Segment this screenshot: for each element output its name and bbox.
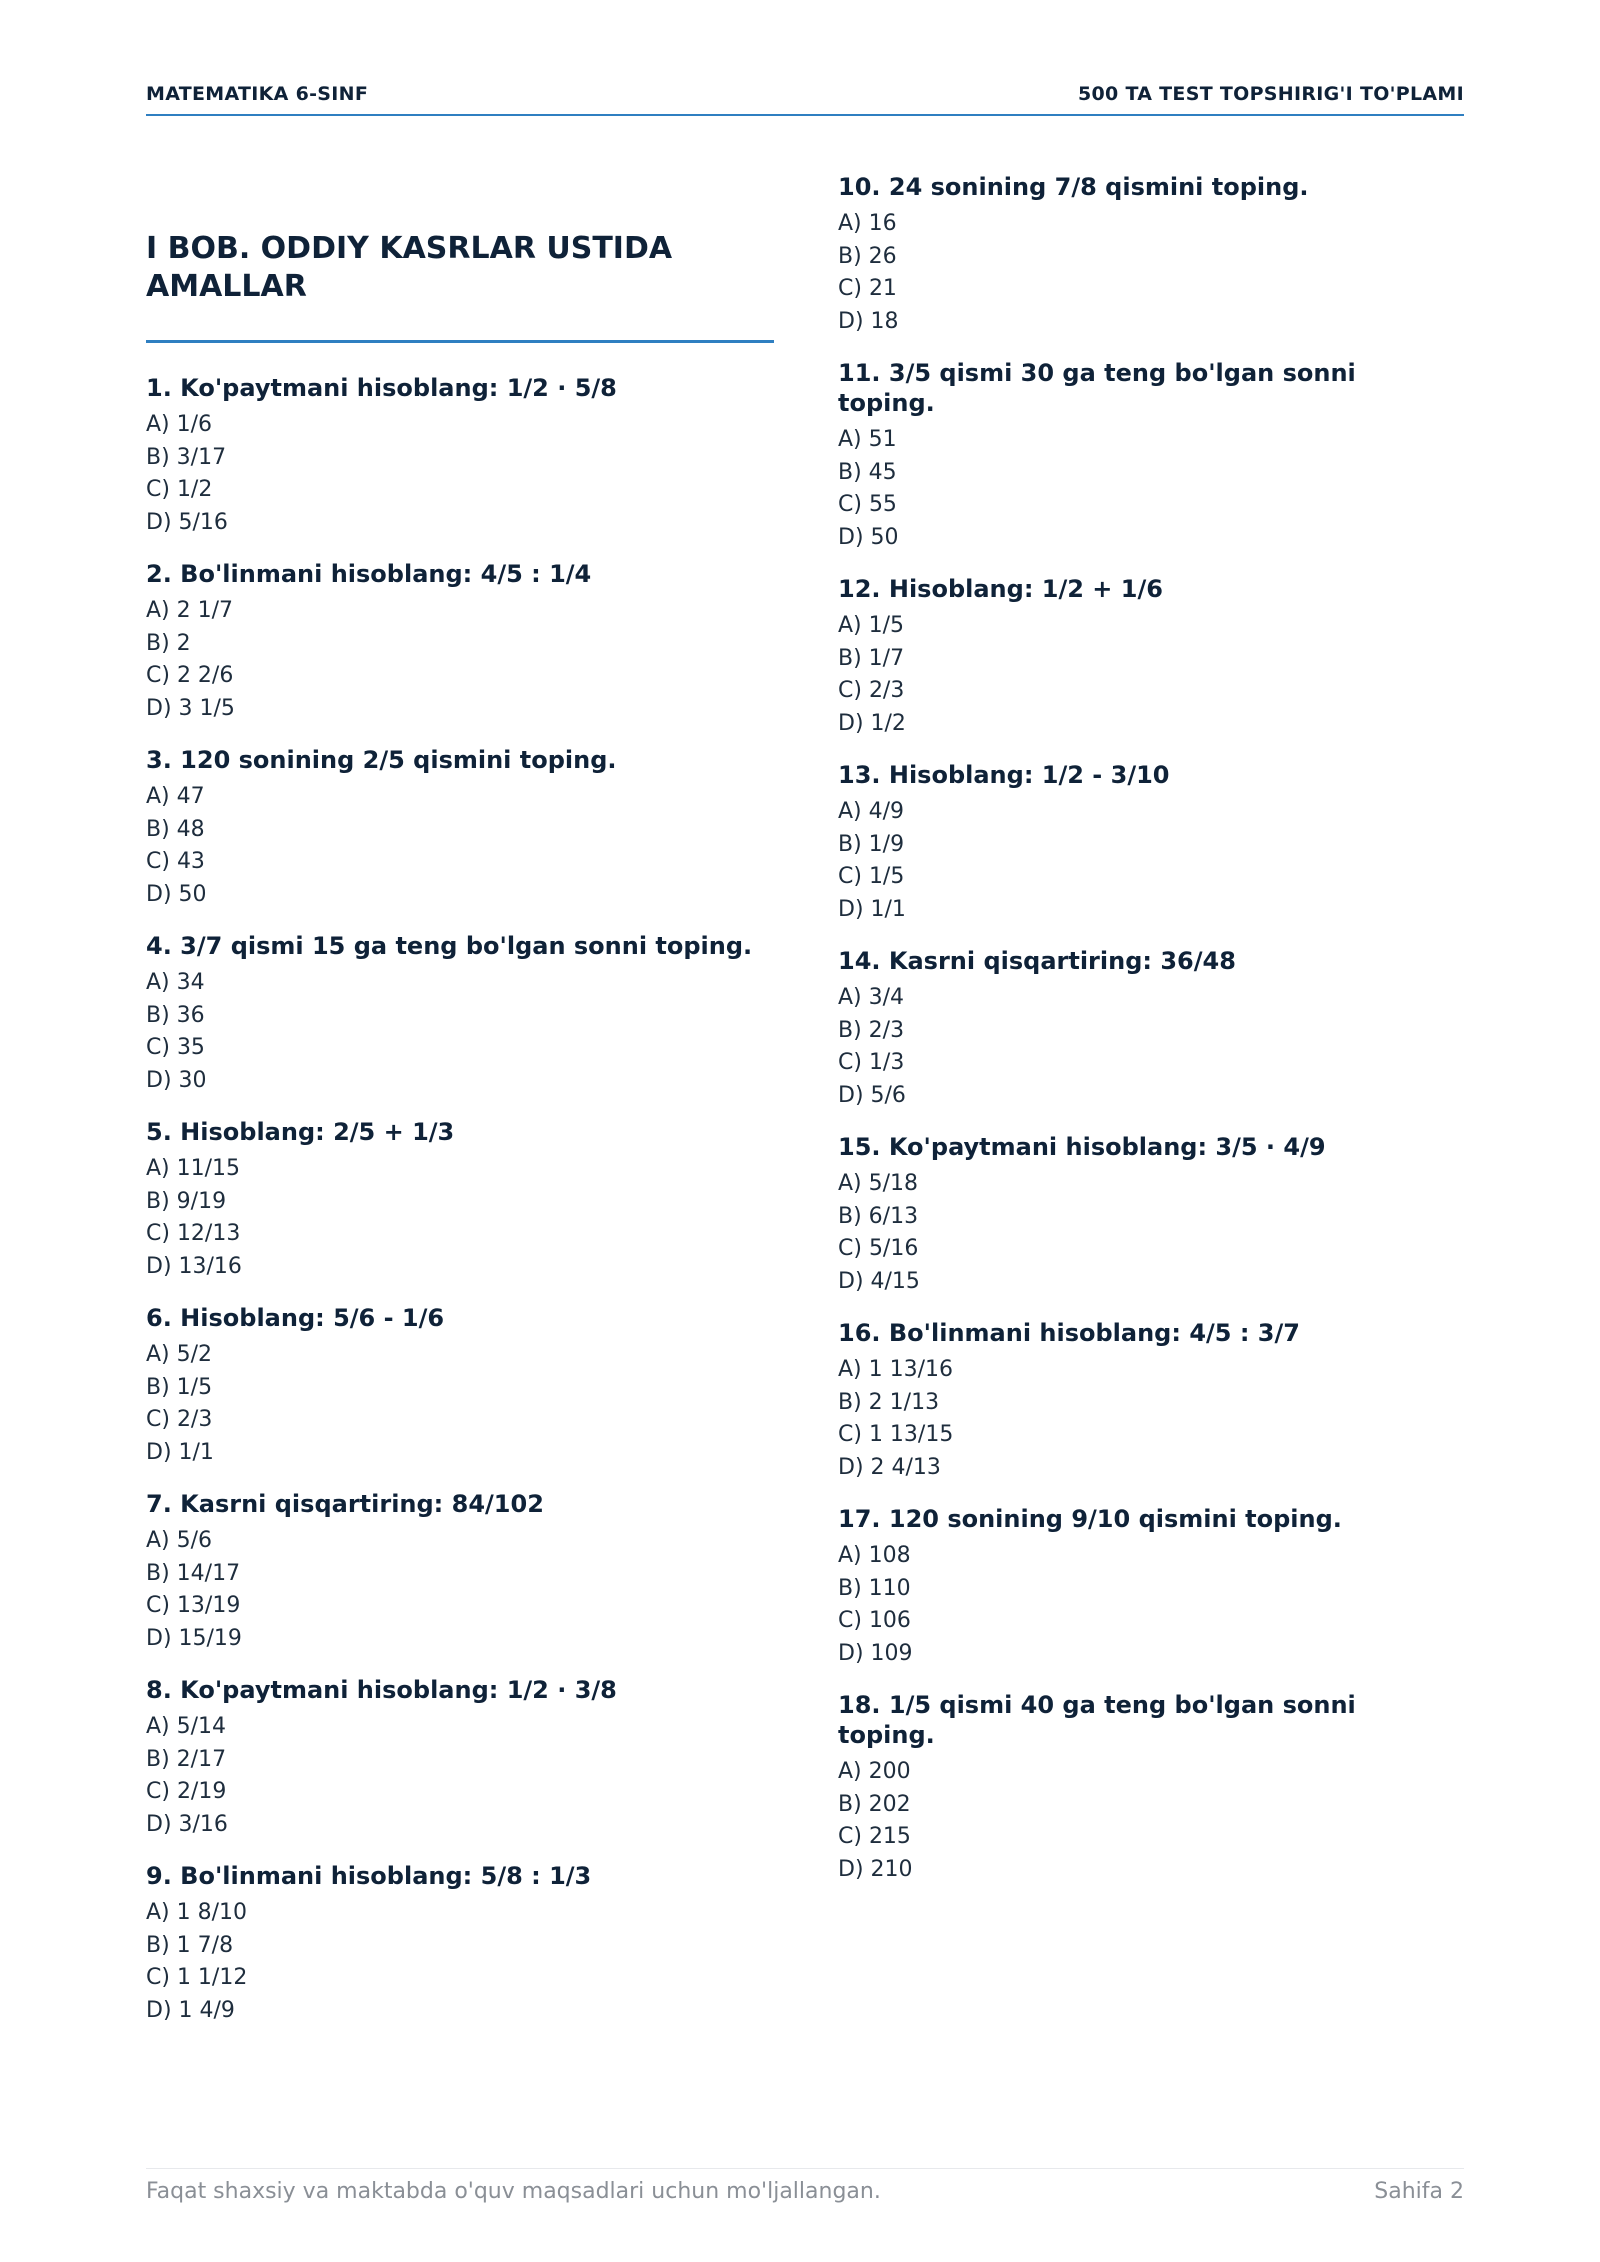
option-c: C) 13/19 (146, 1593, 241, 1618)
left-column (146, 230, 774, 2047)
question-title: 14. Kasrni qisqartiring: 36/48 (838, 947, 1236, 975)
question-title: 10. 24 sonining 7/8 qismini toping. (838, 173, 1309, 201)
option-b: B) 1/5 (146, 1374, 213, 1400)
option-d: D) 50 (146, 881, 207, 907)
option-a: A) 1/5 (838, 613, 905, 638)
option-c: C) 5/16 (838, 1236, 919, 1261)
option-b: B) 2 (146, 630, 191, 656)
option-a: A) 1/6 (146, 412, 213, 437)
footer-disclaimer: Faqat shaxsiy va maktabda o'quv maqsadlari uchun mo'ljallangan. (146, 2179, 881, 2204)
header-collection-title: 500 TA TEST TOPSHIRIG'I TO'PLAMI (1077, 83, 1464, 105)
option-b: B) 14/17 (146, 1560, 241, 1586)
option-b: B) 3/17 (146, 444, 227, 470)
option-d: D) 5/16 (146, 509, 228, 535)
question-title: 2. Bo'linmani hisoblang: 4/5 : 1/4 (146, 560, 592, 588)
header-subject: MATEMATIKA 6-SINF (146, 83, 369, 105)
option-d: D) 1 4/9 (146, 1997, 235, 2023)
option-b: B) 2/3 (838, 1017, 905, 1043)
question-title: 17. 120 sonining 9/10 qismini toping. (838, 1505, 1342, 1533)
option-c: C) 2 2/6 (146, 663, 234, 688)
option-c: C) 1/2 (146, 477, 213, 502)
option-b: B) 1/9 (838, 831, 905, 857)
option-c: C) 1/5 (838, 864, 905, 889)
option-d: D) 50 (838, 524, 899, 550)
option-d: D) 210 (838, 1856, 913, 1882)
question-12 (838, 574, 1464, 740)
option-c: C) 43 (146, 849, 205, 874)
option-a: A) 5/6 (146, 1528, 213, 1553)
option-b: B) 2/17 (146, 1746, 227, 1772)
option-b: B) 36 (146, 1002, 205, 1028)
option-a: A) 200 (838, 1759, 911, 1784)
option-d: D) 1/1 (838, 896, 906, 922)
option-a: A) 5/2 (146, 1342, 213, 1367)
question-title: 1. Ko'paytmani hisoblang: 1/2 · 5/8 (146, 374, 617, 402)
question-11 (838, 358, 1464, 554)
question-title: 13. Hisoblang: 1/2 - 3/10 (838, 761, 1170, 789)
option-c: C) 1/3 (838, 1050, 905, 1075)
option-d: D) 18 (838, 308, 899, 334)
question-title-line1: 18. 1/5 qismi 40 ga teng bo'lgan sonni (838, 1691, 1356, 1719)
question-4 (146, 931, 774, 1097)
option-b: B) 110 (838, 1575, 911, 1601)
option-a: A) 47 (146, 784, 205, 809)
option-a: A) 51 (838, 427, 897, 452)
option-a: A) 16 (838, 211, 897, 236)
option-d: D) 1/1 (146, 1439, 214, 1465)
option-b: B) 45 (838, 459, 897, 485)
question-8 (146, 1675, 774, 1841)
page-footer (146, 2168, 1464, 2209)
question-13 (838, 760, 1464, 926)
right-column (838, 172, 1464, 1906)
question-title-line1: 11. 3/5 qismi 30 ga teng bo'lgan sonni (838, 359, 1356, 387)
question-title: 12. Hisoblang: 1/2 + 1/6 (838, 575, 1163, 603)
option-d: D) 13/16 (146, 1253, 242, 1279)
option-c: C) 12/13 (146, 1221, 241, 1246)
question-title: 8. Ko'paytmani hisoblang: 1/2 · 3/8 (146, 1676, 617, 1704)
option-b: B) 9/19 (146, 1188, 227, 1214)
option-a: A) 5/18 (838, 1171, 919, 1196)
option-c: C) 1 13/15 (838, 1422, 954, 1447)
question-9 (146, 1861, 774, 2027)
question-3 (146, 745, 774, 911)
option-b: B) 48 (146, 816, 205, 842)
option-a: A) 5/14 (146, 1714, 227, 1739)
option-b: B) 1/7 (838, 645, 905, 671)
option-a: A) 34 (146, 970, 205, 995)
option-d: D) 1/2 (838, 710, 906, 736)
question-title: 5. Hisoblang: 2/5 + 1/3 (146, 1118, 455, 1146)
option-b: B) 1 7/8 (146, 1932, 234, 1958)
question-10 (838, 172, 1464, 338)
option-b: B) 6/13 (838, 1203, 919, 1229)
question-6 (146, 1303, 774, 1469)
option-c: C) 55 (838, 492, 897, 517)
chapter-title-line1: I BOB. ODDIY KASRLAR USTIDA (146, 231, 673, 266)
question-14 (838, 946, 1464, 1112)
question-2 (146, 559, 774, 725)
option-d: D) 3 1/5 (146, 695, 235, 721)
option-d: D) 5/6 (838, 1082, 906, 1108)
chapter-title (146, 230, 774, 306)
question-15 (838, 1132, 1464, 1298)
question-title (838, 358, 1464, 418)
option-b: B) 26 (838, 243, 897, 269)
chapter-divider (146, 340, 774, 343)
question-title (838, 1690, 1464, 1750)
question-7 (146, 1489, 774, 1655)
option-d: D) 2 4/13 (838, 1454, 941, 1480)
question-title-line2: toping. (838, 389, 935, 417)
option-d: D) 15/19 (146, 1625, 242, 1651)
option-c: C) 215 (838, 1824, 911, 1849)
page-header (146, 80, 1464, 116)
option-d: D) 30 (146, 1067, 207, 1093)
question-5 (146, 1117, 774, 1283)
option-d: D) 3/16 (146, 1811, 228, 1837)
option-a: A) 1 8/10 (146, 1900, 248, 1925)
option-c: C) 35 (146, 1035, 205, 1060)
option-a: A) 4/9 (838, 799, 905, 824)
option-d: D) 109 (838, 1640, 913, 1666)
option-c: C) 2/3 (146, 1407, 213, 1432)
option-a: A) 1 13/16 (838, 1357, 954, 1382)
option-d: D) 4/15 (838, 1268, 920, 1294)
question-title: 4. 3/7 qismi 15 ga teng bo'lgan sonni toping. (146, 932, 753, 960)
option-a: A) 2 1/7 (146, 598, 234, 623)
option-b: B) 202 (838, 1791, 911, 1817)
option-c: C) 21 (838, 276, 897, 301)
question-title: 3. 120 sonining 2/5 qismini toping. (146, 746, 617, 774)
page-number: Sahifa 2 (1374, 2179, 1464, 2204)
question-17 (838, 1504, 1464, 1670)
chapter-title-line2: AMALLAR (146, 269, 307, 304)
option-b: B) 2 1/13 (838, 1389, 940, 1415)
option-c: C) 2/3 (838, 678, 905, 703)
question-title-line2: toping. (838, 1721, 935, 1749)
question-18 (838, 1690, 1464, 1886)
option-a: A) 3/4 (838, 985, 905, 1010)
option-a: A) 108 (838, 1543, 911, 1568)
question-title: 7. Kasrni qisqartiring: 84/102 (146, 1490, 544, 1518)
option-c: C) 1 1/12 (146, 1965, 248, 1990)
option-c: C) 2/19 (146, 1779, 227, 1804)
question-title: 15. Ko'paytmani hisoblang: 3/5 · 4/9 (838, 1133, 1326, 1161)
question-16 (838, 1318, 1464, 1484)
question-title: 9. Bo'linmani hisoblang: 5/8 : 1/3 (146, 1862, 592, 1890)
question-1 (146, 373, 774, 539)
question-title: 16. Bo'linmani hisoblang: 4/5 : 3/7 (838, 1319, 1300, 1347)
question-title: 6. Hisoblang: 5/6 - 1/6 (146, 1304, 445, 1332)
option-a: A) 11/15 (146, 1156, 241, 1181)
option-c: C) 106 (838, 1608, 911, 1633)
